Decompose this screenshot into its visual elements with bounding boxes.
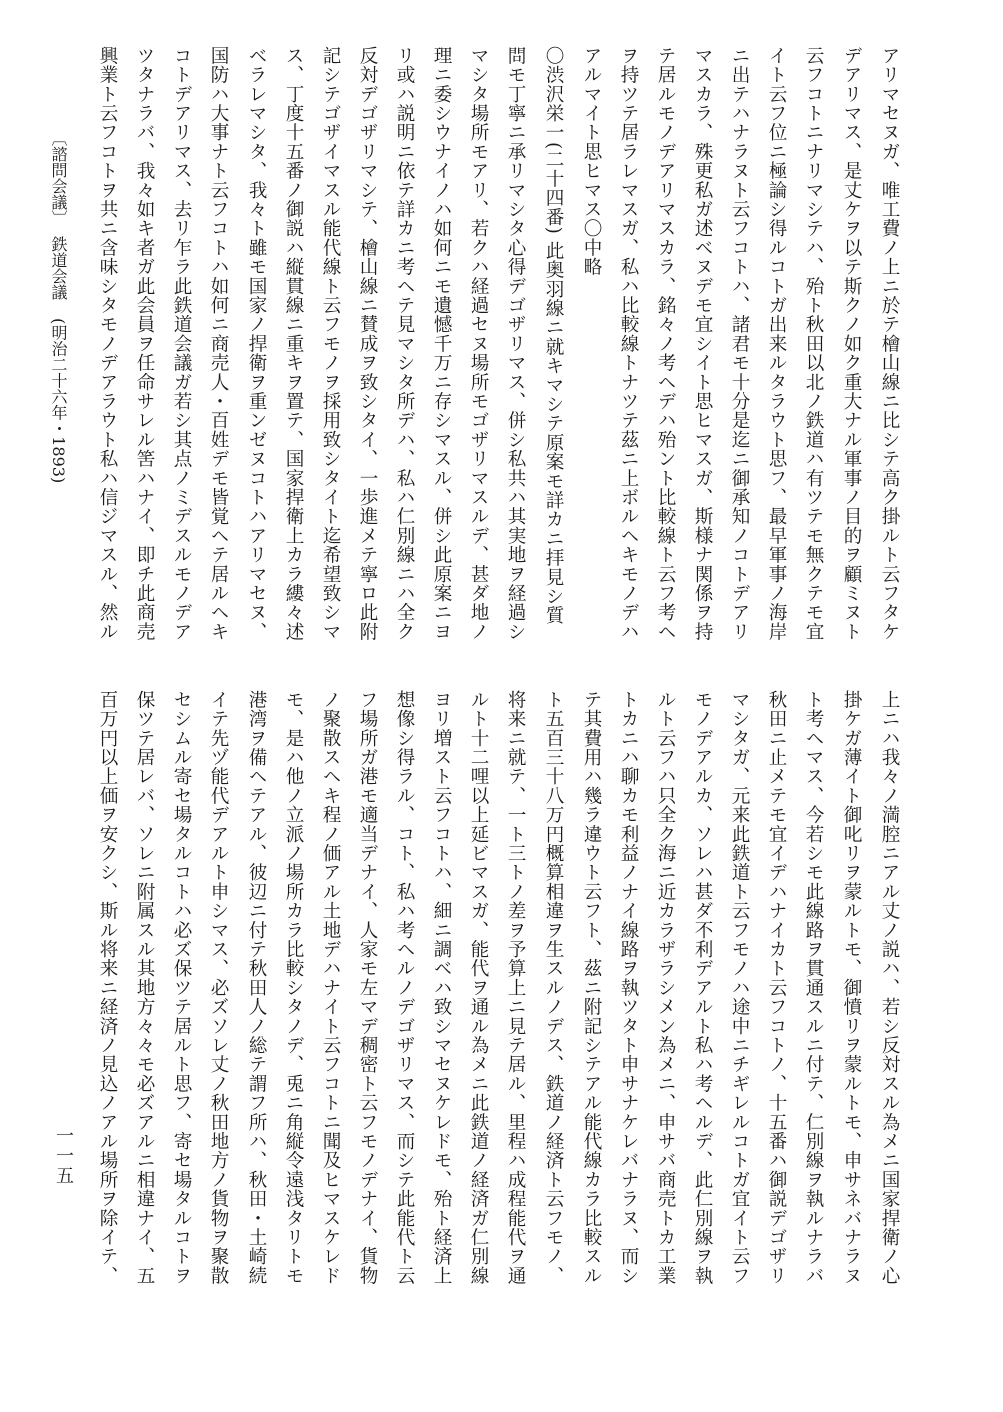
- text-column: テ居ルモノデアリマスカラ、銘々ノ考ヘデハ殆ント比較線ト云フ考ヘ: [655, 46, 676, 642]
- running-date: (明治二十六年・1893): [49, 318, 68, 484]
- text-column: テ其費用ハ幾ラ違ウト云フト、茲ニ附記シテアル能代線カラ比較スル: [581, 690, 602, 1286]
- text-column: モ、是ハ他ノ立派ノ場所カラ比較シタノデ、兎ニ角縦令遠浅タリトモ: [283, 690, 304, 1286]
- text-column: イト云フ位ニ極論シ得ルコトガ出来ルタラウト思フ、最早軍事ノ海岸: [766, 46, 787, 642]
- text-column: 百万円以上価ヲ安クシ、斯ル将来ニ経済ノ見込ノアル場所ヲ除イテ、: [97, 690, 118, 1286]
- text-column: 上ニハ我々ノ満腔ニアル丈ノ説ハ、若シ反対スル為メニ国家捍衛ノ心: [879, 690, 900, 1286]
- running-title: 鉄道会議: [49, 236, 68, 300]
- text-column: 云フコトニナリマシテハ、殆ト秋田以北ノ鉄道ハ有ツテモ無クテモ宜: [803, 46, 824, 642]
- text-column: マシタ場所モアリ、若クハ経過セヌ場所モゴザリマスルデ、甚ダ地ノ: [468, 46, 489, 642]
- text-column: ベラレマシタ、我々ト雖モ国家ノ捍衛ヲ重ンゼヌコトハアリマセヌ、: [246, 46, 267, 642]
- text-column: トカニハ聊カモ利益ノナイ線路ヲ執ツタト申サナケレバナラヌ、而シ: [618, 690, 639, 1286]
- text-column: 記シテゴザイマスル能代線ト云フモノヲ採用致シタイト迄希望致シマ: [320, 46, 341, 642]
- text-column: 保ツテ居レバ、ソレニ附属スル其地方々々モ必ズアルニ相違ナイ、五: [134, 690, 155, 1286]
- text-column: 想像シ得ラル、コト、私ハ考ヘルノデゴザリマス、而シテ此能代ト云: [394, 690, 415, 1286]
- text-column: 〇渋沢栄一(二十四番) 此奥羽線ニ就キマシテ原案モ詳カニ拝見シ質: [543, 46, 564, 626]
- text-column: ト考ヘマス、今若シモ此線路ヲ貫通スルニ付テ、仁別線ヲ執ルナラバ: [803, 690, 824, 1286]
- text-column: 反対デゴザリマシテ、檜山線ニ賛成ヲ致シタイ、一歩進メテ寧ロ此附: [357, 46, 378, 642]
- text-column: 理ニ委シウナイノハ如何ニモ遺憾千万ニ存シマスル、併シ此原案ニヨ: [431, 46, 452, 642]
- text-column: ス、丁度十五番ノ御説ハ縦貫線ニ重キヲ置テ、国家捍衛上カラ縷々述: [283, 46, 304, 642]
- text-column: アリマセヌガ、唯工費ノ上ニ於テ檜山線ニ比シテ高ク掛ルト云フタケ: [879, 46, 900, 642]
- text-column: モノデアルカ、ソレハ甚ダ不利デアルト私ハ考ヘルデ、此仁別線ヲ執: [692, 690, 713, 1286]
- text-column: コトデアリマス、去リ乍ラ此鉄道会議ガ若シ其点ノミデスルモノデア: [171, 46, 192, 642]
- text-column: デアリマス、是丈ケヲ以テ斯クノ如ク重大ナル軍事ノ目的ヲ顧ミヌト: [841, 46, 862, 642]
- section-label: 〔諮問会議〕: [49, 130, 68, 226]
- text-column: ト五百三十八万円概算相違ヲ生スルノデス、鉄道ノ経済ト云フモノ、: [543, 690, 564, 1286]
- text-column: 問モ丁寧ニ承リマシタ心得デゴザリマス、併シ私共ハ其実地ヲ経過シ: [505, 46, 526, 642]
- text-column: フ場所ガ港モ適当デナイ、人家モ左マデ稠密ト云フモノデナイ、貨物: [357, 690, 378, 1286]
- text-column: マスカラ、殊更私ガ述ベヌデモ宜シイト思ヒマスガ、斯様ナ関係ヲ持: [692, 46, 713, 642]
- text-column: 興業ト云フコトヲ共ニ含味シタモノデアラウト私ハ信ジマスル、然ル: [97, 46, 118, 642]
- text-column: 秋田ニ止メテモ宜イデハナイカト云フコトノ、十五番ハ御説デゴザリ: [766, 690, 787, 1286]
- text-column: 掛ケガ薄イト御叱リヲ蒙ルトモ、御憤リヲ蒙ルトモ、申サネバナラヌ: [841, 690, 862, 1286]
- text-column: ヲ持ツテ居ラレマスガ、私ハ比較線トナツテ茲ニ上ボルヘキモノデハ: [618, 46, 639, 642]
- text-column: 港湾ヲ備ヘテアル、彼辺ニ付テ秋田人ノ総テ謂フ所ハ、秋田・土崎続: [246, 690, 267, 1286]
- text-column: セシムル寄セ場タルコトハ必ズ保ツテ居ルト思フ、寄セ場タルコトヲ: [171, 690, 192, 1286]
- text-column: マシタガ、元来此鉄道ト云フモノハ途中ニチギレルコトガ宜イト云フ: [729, 690, 750, 1286]
- text-column: 将来ニ就テ、一ト三トノ差ヲ予算上ニ見テ居ル、里程ハ成程能代ヲ通: [505, 690, 526, 1286]
- text-column: 国防ハ大事ナト云フコトハ如何ニ商売人・百姓デモ皆覚ヘテ居ルヘキ: [208, 46, 229, 642]
- text-column: ルト云フハ只全ク海ニ近カラザラシメン為メニ、申サバ商売トカ工業: [655, 690, 676, 1286]
- text-column: ヨリ増スト云フコトハ、細ニ調ベハ致シマセヌケレドモ、殆ト経済上: [431, 690, 452, 1286]
- text-column: ノ聚散スヘキ程ノ価アル土地デハナイト云フコトニ聞及ヒマスケレド: [320, 690, 341, 1286]
- page-number: 一一五: [53, 1126, 74, 1186]
- text-column: アルマイト思ヒマス〇中略: [581, 46, 602, 277]
- text-column: イテ先ヅ能代デアルト申シマス、必ズソレ丈ノ秋田地方ノ貨物ヲ聚散: [208, 690, 229, 1286]
- text-column: ルト十二哩以上延ビマスガ、能代ヲ通ル為メニ此鉄道ノ経済ガ仁別線: [468, 690, 489, 1286]
- text-column: リ或ハ説明ニ依テ詳カニ考ヘテ見マシタ所デハ、私ハ仁別線ニハ全ク: [394, 46, 415, 642]
- text-column: ツタナラバ、我々如キ者ガ此会員ヲ任命サレル筈ハナイ、即チ此商売: [134, 46, 155, 642]
- text-column: ニ出テハナラヌト云フコトハ、諸君モ十分是迄ニ御承知ノコトデアリ: [729, 46, 750, 642]
